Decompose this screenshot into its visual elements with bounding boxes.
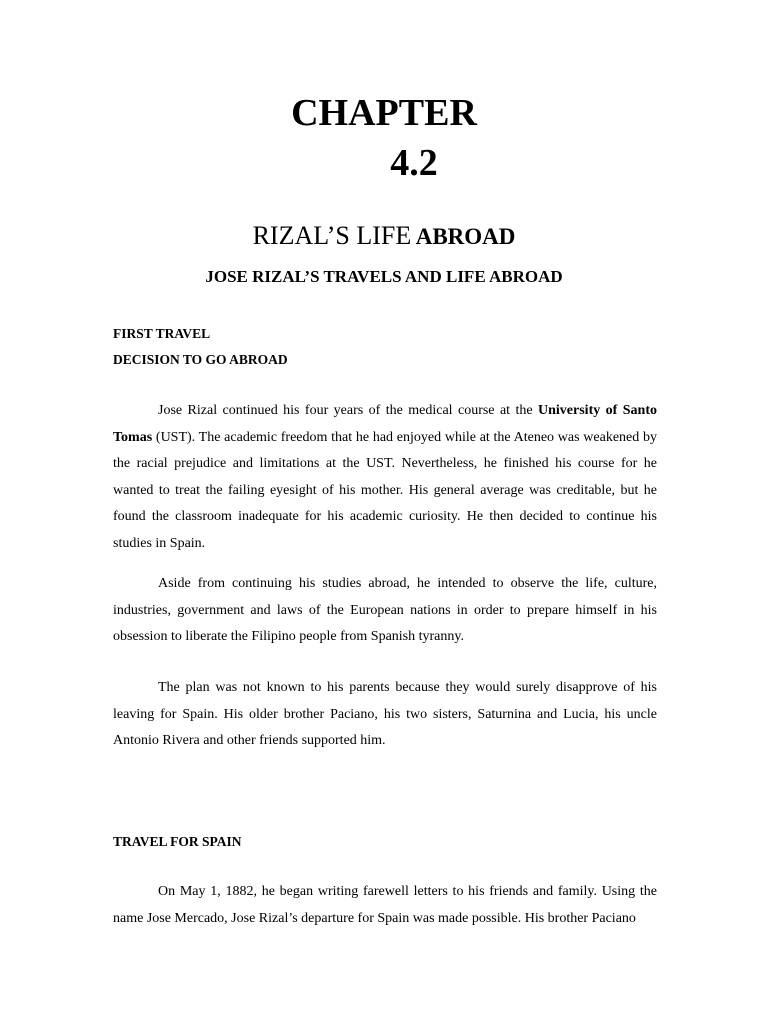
page-title <box>0 220 768 253</box>
page-title-part2: ABROAD <box>411 224 516 249</box>
paragraph-4: On May 1, 1882, he began writing farewell letters to his friends and family. Using the name Jose Mercado, Jose Rizal’s departure for Spain was made possible. His brother Paciano <box>113 884 657 926</box>
paragraph-1-text-b: (UST). The academic freedom that he had enjoyed while at the Ateneo was weakened by the racial prejudice and limitations at the UST. Nevertheless, he finished his course for he wanted to treat the failing eyesight of his mother. His general average was creditable, but he found the classroom inadequate for his academic curiosity. He then decided to continue his studies in Spain. <box>113 429 657 551</box>
section-heading-travel-spain: TRAVEL FOR SPAIN <box>113 834 242 849</box>
page-title-part1: RIZAL’S LIFE <box>252 221 412 250</box>
paragraph-2: Aside from continuing his studies abroad, he intended to observe the life, culture, industries, government and laws of the European nations in order to prepare himself in his obsession to liberate the Filipino people from Spanish tyranny. <box>113 576 657 644</box>
chapter-heading <box>0 88 768 188</box>
section-heading-decision: DECISION TO GO ABROAD <box>113 352 288 367</box>
chapter-number: 4.2 <box>390 142 438 184</box>
chapter-label: CHAPTER <box>291 92 477 134</box>
paragraph-1 <box>113 398 657 557</box>
paragraph-1-text-a: Jose Rizal continued his four years of the medical course at the <box>158 403 539 418</box>
page-subtitle: JOSE RIZAL’S TRAVELS AND LIFE ABROAD <box>205 267 563 286</box>
paragraph-1-bold: University of Santo Tomas <box>113 403 657 445</box>
section-heading-first-travel: FIRST TRAVEL <box>113 326 211 341</box>
paragraph-3: The plan was not known to his parents because they would surely disapprove of his leaving for Spain. His older brother Paciano, his two sisters, Saturnina and Lucia, his uncle Antonio Rivera and other friends supported him. <box>113 680 657 748</box>
